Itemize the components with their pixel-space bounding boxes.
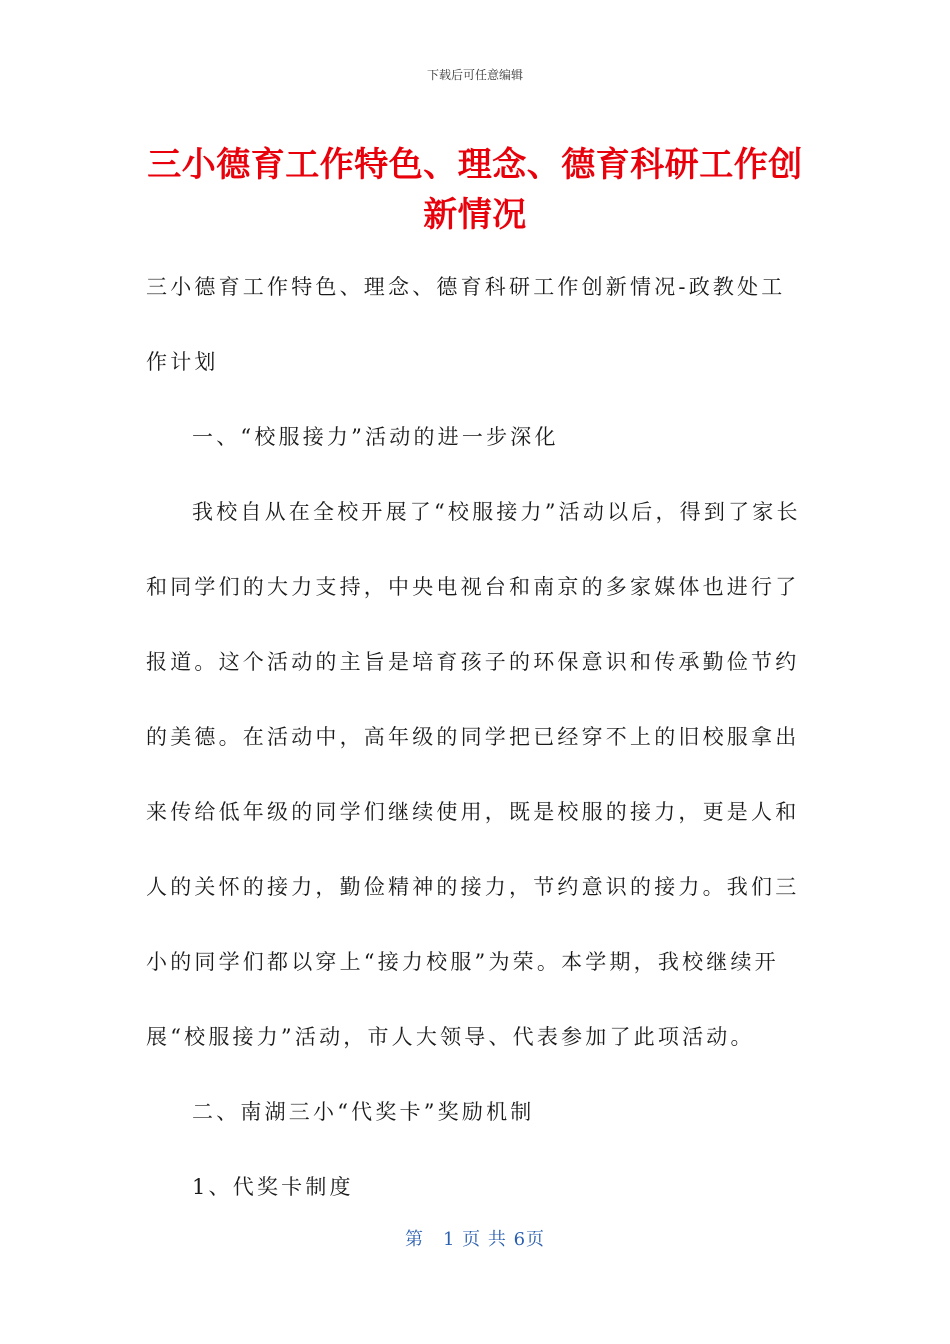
document-body bbox=[146, 250, 806, 1225]
document-title: 三小德育工作特色、理念、德育科研工作创新情况 bbox=[147, 145, 803, 235]
paragraph-uniform-relay: 我校自从在全校开展了“校服接力”活动以后，得到了家长和同学们的大力支持，中央电视台和南京的多家媒体也进行了报道。这个活动的主旨是培育孩子的环保意识和传承勤俭节约的美德。在活动中，高年级的同学把已经穿不上的旧校服拿出来传给低年级的同学们继续使用，既是校服的接力，更是人和人的关怀的接力，勤俭精神的接力，节约意识的接力。我们三小的同学们都以穿上“接力校服”为荣。本学期，我校继续开展“校服接力”活动，市人大领导、代表参加了此项活动。 bbox=[146, 500, 801, 1049]
header-note: 下载后可任意编辑 bbox=[426, 68, 523, 82]
subsection-heading-1: 1、代奖卡制度 bbox=[192, 1175, 354, 1199]
page-number: 第 1 页 共 6页 bbox=[404, 1229, 546, 1250]
paragraph-subtitle: 三小德育工作特色、理念、德育科研工作创新情况-政教处工作计划 bbox=[146, 275, 786, 374]
section-heading-2: 二、南湖三小“代奖卡”奖励机制 bbox=[192, 1100, 535, 1124]
section-heading-1: 一、“校服接力”活动的进一步深化 bbox=[192, 425, 559, 449]
